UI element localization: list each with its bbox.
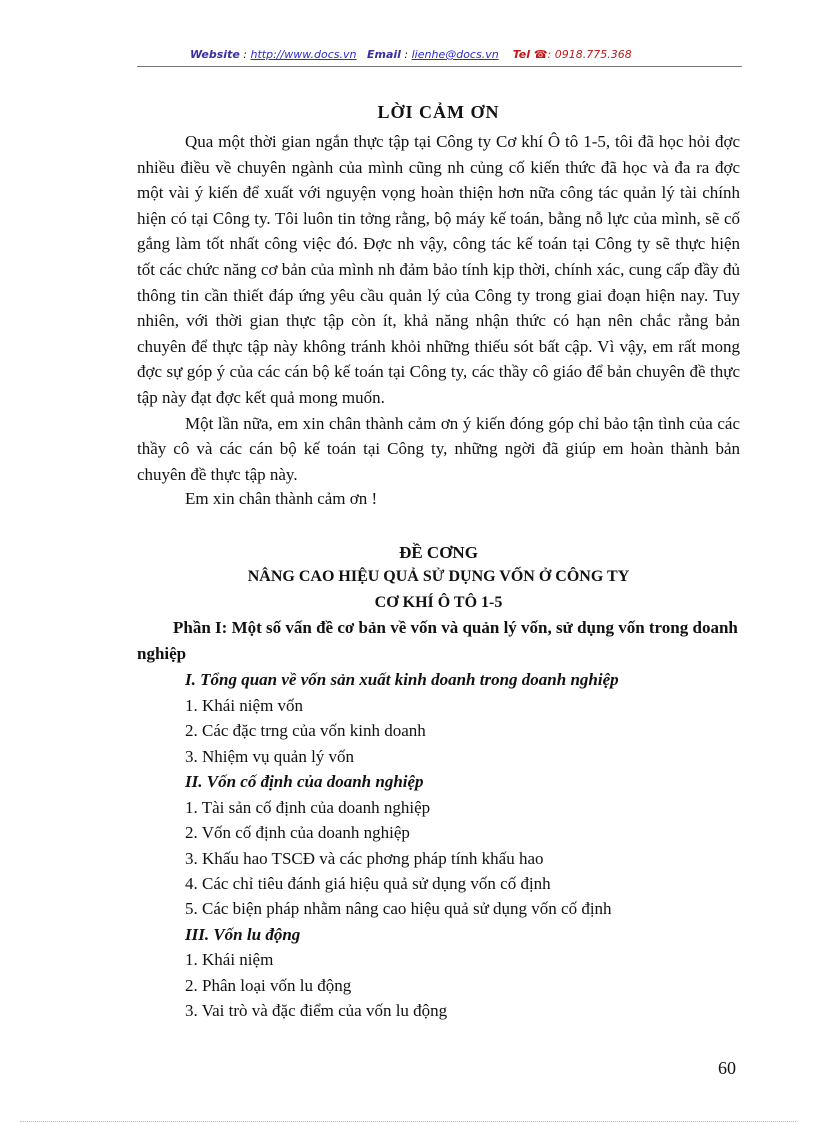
section-heading: III. Vốn lu động (185, 924, 301, 944)
outline-title: ĐỀ CƠNG (399, 543, 478, 563)
tel-label: Tel ☎ (512, 48, 548, 61)
footer-divider (20, 1121, 796, 1122)
list-item: 1. Khái niệm (185, 950, 274, 970)
list-item: 2. Phân loại vốn lu động (185, 975, 352, 995)
email-separator: : (400, 48, 412, 61)
header-divider (137, 66, 742, 67)
website-separator: : (239, 48, 251, 61)
thanks-closing: Em xin chân thành cảm ơn ! (185, 489, 378, 509)
list-item: 4. Các chỉ tiêu đánh giá hiệu quả sử dụng vốn cố định (185, 873, 551, 893)
website-link[interactable]: http://www.docs.vn (250, 48, 357, 61)
website-label: Website (190, 48, 240, 61)
email-link[interactable]: lienhe@docs.vn (411, 48, 499, 61)
list-item: 1. Tài sản cố định của doanh nghiệp (185, 797, 431, 817)
list-item: 5. Các biện pháp nhằm nâng cao hiệu quả sử dụng vốn cố định (185, 899, 612, 919)
outline-subtitle-1: NÂNG CAO HIỆU QUẢ SỬ DỤNG VỐN Ở CÔNG TY (247, 568, 630, 586)
thanks-paragraph-1: Qua một thời gian ngắn thực tập tại Công ty Cơ khí Ô tô 1-5, tôi đã học hỏi đợc nhiều điều về chuyên ngành của mình cũng nh củng cố kiến thức đã học và đa ra đợc một vài ý kiến để xuất với nguyện vọng hoàn thiện hơn nữa công tác quản lý tài chính hiện có tại Công ty. Tôi luôn tin tởng rằng, bộ máy kế toán, bằng nỗ lực của mình, sẽ cố gắng làm tốt nhất công việc đó. Đợc nh vậy, công tác kế toán tại Công ty sẽ thực hiện tốt các chức năng cơ bản của mình nh đảm bảo tính kịp thời, chính xác, cung cấp đầy đủ thông tin cần thiết đáp ứng yêu cầu quản lý của Công ty trong giai đoạn hiện nay. Tuy nhiên, với thời gian thực tập còn ít, khả năng nhận thức có hạn nên chắc rằng bản chuyên để thực tập này không tránh khỏi những thiếu sót bất cập. Vì vậy, em rất mong đợc sự góp ý của các cán bộ kế toán tại Công ty, các thầy cô giáo để bản chuyên đề thực tập này đạt đợc kết quả mong muốn. (137, 132, 740, 407)
list-item: 3. Vai trò và đặc điểm của vốn lu động (185, 1001, 448, 1021)
part-1-heading: Phần I: Một số vấn đề cơ bản về vốn và quản lý vốn, sử dụng vốn trong doanh nghiệp (137, 618, 738, 664)
list-item: 2. Các đặc trng của vốn kinh doanh (185, 721, 426, 741)
list-item: 2. Vốn cố định của doanh nghiệp (185, 823, 410, 843)
list-item: 3. Khấu hao TSCĐ và các phơng pháp tính khấu hao (185, 848, 544, 868)
tel-number: : 0918.775.368 (547, 48, 632, 61)
outline-subtitle-2: CƠ KHÍ Ô TÔ 1-5 (374, 594, 503, 612)
section-heading: II. Vốn cố định của doanh nghiệp (185, 772, 424, 792)
list-item: 1. Khái niệm vốn (185, 695, 304, 715)
page-number: 60 (718, 1058, 736, 1078)
document-body (137, 102, 740, 1024)
section-heading: I. Tổng quan về vốn sản xuất kinh doanh trong doanh nghiệp (185, 670, 619, 690)
thanks-title: LỜI CẢM ƠN (377, 102, 500, 122)
thanks-paragraph-2: Một lần nữa, em xin chân thành cảm ơn ý kiến đóng góp chỉ bảo tận tình của các thầy cô và các cán bộ kế toán tại Công ty, những ngời đã giúp em hoàn thành bản chuyên đề thực tập này. (137, 413, 740, 484)
list-item: 3. Nhiệm vụ quản lý vốn (185, 746, 355, 766)
page-header (190, 48, 632, 61)
email-label: Email (366, 48, 401, 61)
